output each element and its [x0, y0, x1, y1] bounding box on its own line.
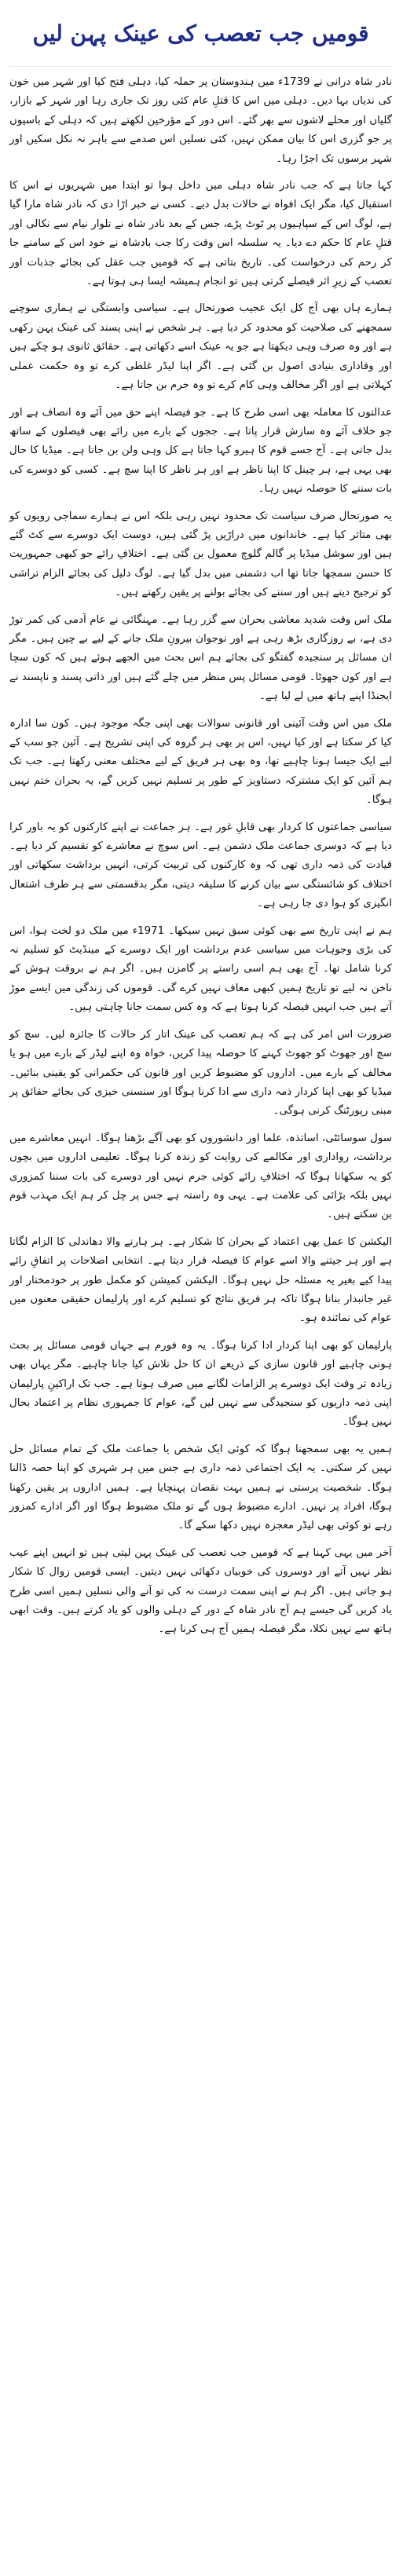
- title-bar: [9, 0, 392, 67]
- paragraph: ہمارے ہاں بھی آج کل ایک عجیب صورتحال ہے۔ سیاسی وابستگی نے ہماری سوچنے سمجھنے کی صلاحیت کو محدود کر دیا ہے۔ ہر شخص نے اپنی پسند کی عینک پہن رکھی ہے اور وہ صرف وہی دیکھتا ہے جو یہ عینک اسے دکھاتی ہے۔ حقائق ثانوی ہو چکے ہیں اور وفاداری بنیادی اصول بن گئی ہے۔ اگر اپنا لیڈر غلطی کرے تو وہ حکمت عملی کہلاتی ہے اور اگر مخالف وہی کام کرے تو وہ جرم بن جاتا ہے۔: [9, 302, 392, 392]
- paragraph: نادر شاہ درانی نے 1739ء میں ہندوستان پر حملہ کیا، دہلی فتح کیا اور شہر میں خون کی ندیاں بہا دیں۔ دہلی میں اس کا قتلِ عام کئی روز تک جاری رہا اور شہر کے بازار، گلیاں اور محلے لاشوں سے بھر گئے۔ اس دور کے مؤرخین لکھتے ہیں کہ دہلی کے باسیوں پر جو گزری اس کا بیان ممکن نہیں، کئی نسلیں اس صدمے سے باہر نہ نکل سکیں اور شہر برسوں تک اجڑا رہا۔: [9, 76, 392, 165]
- paragraph: ہم نے اپنی تاریخ سے بھی کوئی سبق نہیں سیکھا۔ 1971ء میں ملک دو لخت ہوا، اس کی بڑی وجوہات میں سیاسی عدم برداشت اور ایک دوسرے کے مینڈیٹ کو تسلیم نہ کرنا شامل تھا۔ آج بھی ہم اسی راستے پر گامزن ہیں۔ اگر ہم نے بروقت ہوش کے ناخن نہ لیے تو تاریخ ہمیں کبھی معاف نہیں کرے گی۔ قوموں کی زندگی میں ایسے موڑ آتے ہیں جب انہیں فیصلہ کرنا ہوتا ہے کہ وہ کس سمت جانا چاہتی ہیں۔: [9, 924, 392, 1014]
- paragraph: ہمیں یہ بھی سمجھنا ہوگا کہ کوئی ایک شخص یا جماعت ملک کے تمام مسائل حل نہیں کر سکتی۔ یہ ایک اجتماعی ذمہ داری ہے جس میں ہر شہری کو اپنا حصہ ڈالنا ہوگا۔ شخصیت پرستی نے ہمیں بہت نقصان پہنچایا ہے۔ ہمیں اداروں پر یقین رکھنا ہوگا، افراد پر نہیں۔ ادارے مضبوط ہوں گے تو ملک مضبوط ہوگا اور اگر ادارے کمزور رہے تو کوئی بھی لیڈر معجزہ نہیں دکھا سکے گا۔: [9, 1443, 392, 1532]
- paragraph: سول سوسائٹی، اساتذہ، علما اور دانشوروں کو بھی آگے بڑھنا ہوگا۔ انہیں معاشرے میں برداشت، رواداری اور مکالمے کی روایت کو زندہ کرنا ہوگا۔ تعلیمی اداروں میں بچوں کو یہ سکھانا ہوگا کہ اختلافِ رائے کوئی جرم نہیں اور دوسرے کی بات سننا کمزوری نہیں بلکہ بڑائی کی علامت ہے۔ یہی وہ راستہ ہے جس پر چل کر ہم ایک مہذب قوم بن سکتے ہیں۔: [9, 1132, 392, 1221]
- paragraph: یہ صورتحال صرف سیاست تک محدود نہیں رہی بلکہ اس نے ہمارے سماجی رویوں کو بھی متاثر کیا ہے۔ خاندانوں میں دراڑیں پڑ گئی ہیں، دوست ایک دوسرے سے کٹ گئے ہیں اور سوشل میڈیا پر گالم گلوچ معمول بن گئی ہے۔ اختلافِ رائے جو کبھی جمہوریت کا حسن سمجھا جاتا تھا اب دشمنی میں بدل گیا ہے۔ لوگ دلیل کی بجائے الزام تراشی کو ترجیح دیتے ہیں اور سننے کی بجائے بولنے پر یقین رکھتے ہیں۔: [9, 510, 392, 599]
- paragraph: عدالتوں کا معاملہ بھی اسی طرح کا ہے۔ جو فیصلہ اپنے حق میں آئے وہ انصاف ہے اور جو خلاف آئے وہ سازش قرار پاتا ہے۔ ججوں کے بارے میں رائے بھی فیصلوں کے ساتھ بدل جاتی ہے۔ آج جسے قوم کا ہیرو کہا جاتا ہے کل وہی ولن بن جاتا ہے۔ میڈیا کا حال بھی یہی ہے، ہر چینل کا اپنا ناظر ہے اور ہر ناظر کا اپنا سچ ہے۔ کسی کو دوسرے کی بات سننے کا حوصلہ نہیں رہا۔: [9, 406, 392, 496]
- paragraph: سیاسی جماعتوں کا کردار بھی قابلِ غور ہے۔ ہر جماعت نے اپنے کارکنوں کو یہ باور کرا دیا ہے کہ دوسری جماعت ملک دشمن ہے۔ اس سوچ نے معاشرے کو تقسیم کر دیا ہے۔ قیادت کی ذمہ داری تھی کہ وہ کارکنوں کی تربیت کرتی، انہیں برداشت سکھاتی اور اختلاف کو شائستگی سے بیان کرنے کا سلیقہ دیتی، مگر بدقسمتی سے ہر طرف اشتعال انگیزی کو ہوا دی جا رہی ہے۔: [9, 821, 392, 910]
- paragraph: آخر میں یہی کہنا ہے کہ قومیں جب تعصب کی عینک پہن لیتی ہیں تو انہیں اپنے عیب نظر نہیں آتے اور دوسروں کی خوبیاں دکھائی نہیں دیتیں۔ ایسی قومیں زوال کا شکار ہو جاتی ہیں۔ اگر ہم نے اپنی سمت درست نہ کی تو آنے والی نسلیں ہمیں اسی طرح یاد کریں گی جیسے ہم آج نادر شاہ کے دور کے دہلی والوں کو یاد کرتے ہیں۔ وقت ابھی ہاتھ سے نہیں نکلا، مگر فیصلہ ہمیں آج ہی کرنا ہے۔: [9, 1546, 392, 1636]
- article-title: قومیں جب تعصب کی عینک پہن لیں: [32, 20, 369, 46]
- article-body: [9, 67, 392, 1640]
- paragraph: ضرورت اس امر کی ہے کہ ہم تعصب کی عینک اتار کر حالات کا جائزہ لیں۔ سچ کو سچ اور جھوٹ کو جھوٹ کہنے کا حوصلہ پیدا کریں، خواہ وہ اپنے لیڈر کے بارے میں ہو یا مخالف کے بارے میں۔ اداروں کو مضبوط کریں اور قانون کی حکمرانی کو یقینی بنائیں۔ میڈیا کو بھی اپنا کردار ذمہ داری سے ادا کرنا ہوگا اور سنسنی خیزی کی بجائے حقائق پر مبنی رپورٹنگ کرنی ہوگی۔: [9, 1028, 392, 1118]
- paragraph: ملک اس وقت شدید معاشی بحران سے گزر رہا ہے۔ مہنگائی نے عام آدمی کی کمر توڑ دی ہے، بے روزگاری بڑھ رہی ہے اور نوجوان بیرونِ ملک جانے کے لیے بے چین ہیں۔ مگر ان مسائل پر سنجیدہ گفتگو کی بجائے ہم اس بحث میں الجھے ہوئے ہیں کہ کون سچا ہے اور کون جھوٹا۔ قومی مسائل پس منظر میں چلے گئے ہیں اور ذاتی پسند و ناپسند نے ایجنڈا اپنے ہاتھ میں لے لیا ہے۔: [9, 613, 392, 703]
- paragraph: ملک میں اس وقت آئینی اور قانونی سوالات بھی اپنی جگہ موجود ہیں۔ کون سا ادارہ کیا کر سکتا ہے اور کیا نہیں، اس پر بھی ہر گروہ کی اپنی تشریح ہے۔ آئین جو سب کے لیے ایک جیسا ہونا چاہیے تھا، وہ بھی ہر فریق کے لیے مختلف معنی رکھتا ہے۔ جب تک ہم آئین کو ایک مشترکہ دستاویز کے طور پر تسلیم نہیں کریں گے، یہ بحران ختم نہیں ہوگا۔: [9, 717, 392, 807]
- paragraph: الیکشن کا عمل بھی اعتماد کے بحران کا شکار ہے۔ ہر ہارنے والا دھاندلی کا الزام لگاتا ہے اور ہر جیتنے والا اسے عوام کا فیصلہ قرار دیتا ہے۔ انتخابی اصلاحات پر اتفاقِ رائے پیدا کیے بغیر یہ مسئلہ حل نہیں ہوگا۔ الیکشن کمیشن کو مکمل طور پر خودمختار اور غیر جانبدار بنانا ہوگا تاکہ ہر فریق نتائج کو تسلیم کرے اور پارلیمان حقیقی معنوں میں عوام کی نمائندہ ہو۔: [9, 1235, 392, 1325]
- paragraph: کہا جاتا ہے کہ جب نادر شاہ دہلی میں داخل ہوا تو ابتدا میں شہریوں نے اس کا استقبال کیا، مگر ایک افواہ نے حالات بدل دیے۔ کسی نے خبر اڑا دی کہ نادر شاہ مارا گیا ہے، لوگ اس کے سپاہیوں پر ٹوٹ پڑے، جس کے بعد نادر شاہ نے تلوار نیام سے نکالی اور قتلِ عام کا حکم دے دیا۔ یہ سلسلہ اس وقت رکا جب بادشاہ نے خود اس کے سامنے جا کر رحم کی درخواست کی۔ تاریخ بتاتی ہے کہ قومیں جب عقل کی بجائے جذبات اور تعصب کے زیرِ اثر فیصلے کرتی ہیں تو انجام ہمیشہ ایسا ہی ہوتا ہے۔: [9, 180, 392, 288]
- paragraph: پارلیمان کو بھی اپنا کردار ادا کرنا ہوگا۔ یہ وہ فورم ہے جہاں قومی مسائل پر بحث ہونی چاہیے اور قانون سازی کے ذریعے ان کا حل تلاش کیا جانا چاہیے۔ مگر یہاں بھی زیادہ تر وقت ایک دوسرے پر الزامات لگانے میں صرف ہوتا ہے۔ جب تک اراکینِ پارلیمان اپنی ذمہ داریوں کو سنجیدگی سے نہیں لیں گے، عوام کا جمہوری نظام پر اعتماد بحال نہیں ہوگا۔: [9, 1339, 392, 1429]
